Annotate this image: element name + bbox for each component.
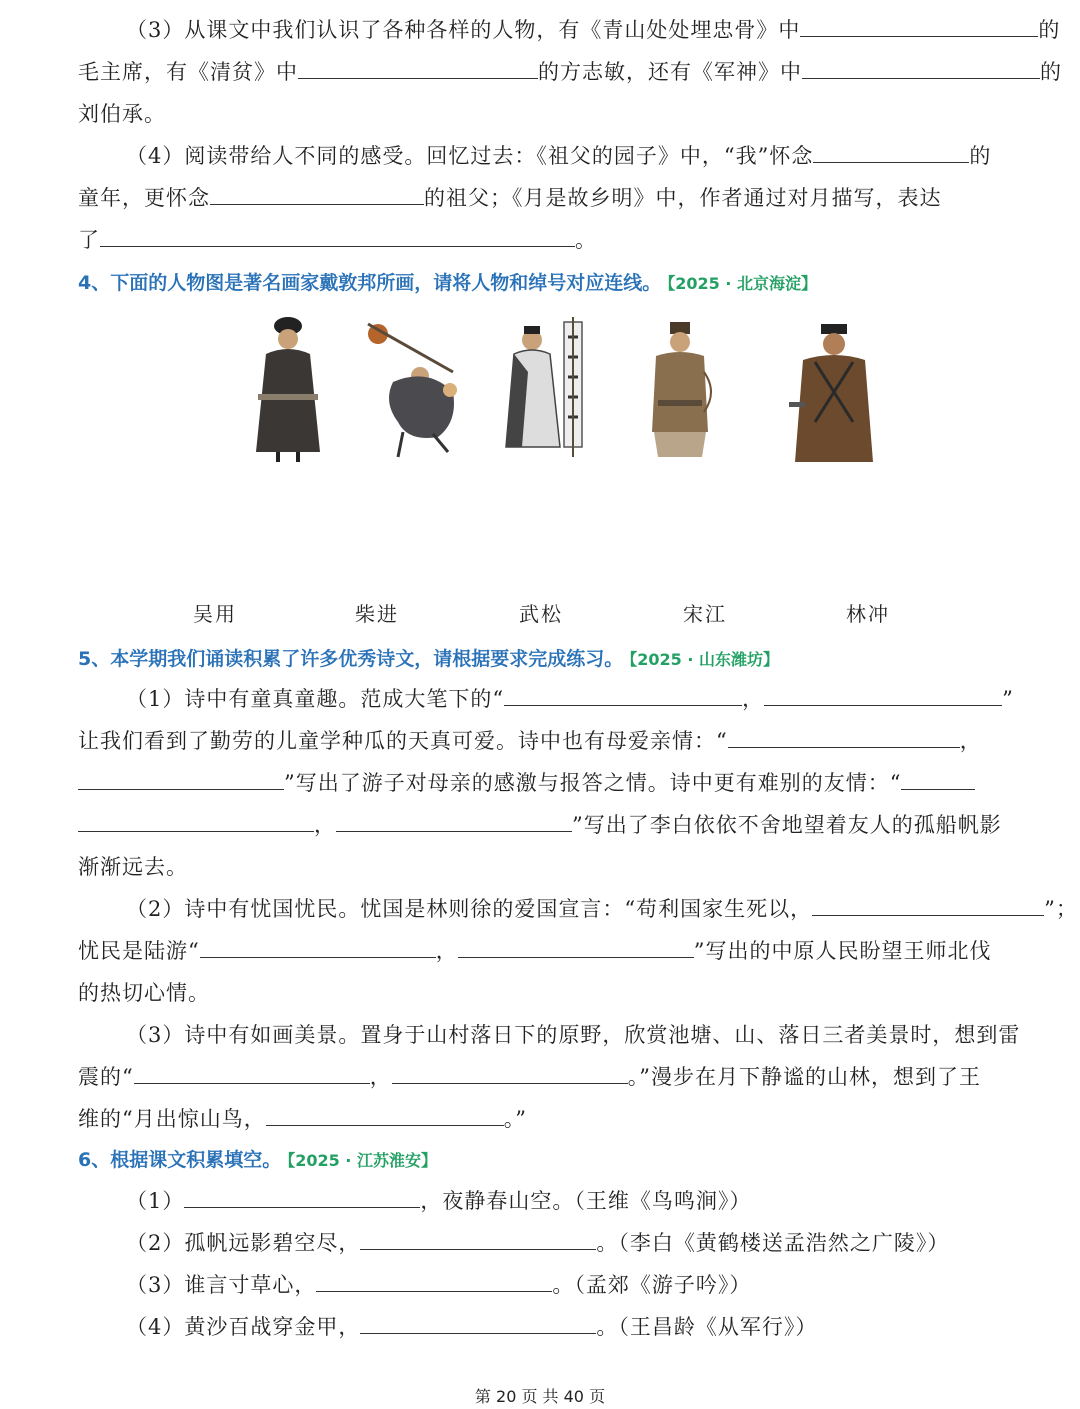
figure-painting-1 [248,312,328,467]
name-label[interactable]: 宋江 [683,602,727,626]
q5-item3-line1 [78,1019,1021,1049]
answer-blank[interactable] [812,899,1044,916]
text: ， [314,813,336,837]
source-tag: 【2025 · 山东潍坊】 [629,650,779,669]
q5-item1-line3 [78,767,1004,797]
q5-item1-line5 [78,851,1004,881]
name-label[interactable]: 吴用 [193,602,237,626]
text: 让我们看到了勤劳的儿童学种瓜的天真可爱。诗中也有母爱亲情：“ [78,729,728,753]
text: （2）诗中有忧国忧民。忧国是林则徐的爱国宣言：“苟利国家生死以， [126,897,813,921]
q6-item-4 [78,1311,1004,1341]
answer-blank[interactable] [298,62,538,79]
answer-blank[interactable] [458,941,694,958]
answer-blank[interactable] [78,773,284,790]
text: 了 [78,228,100,252]
answer-blank[interactable] [392,1067,628,1084]
answer-blank[interactable] [184,1191,420,1208]
answer-blank[interactable] [813,146,969,163]
q3-item4-line2 [78,182,1004,212]
text: ， [959,729,982,753]
answer-blank[interactable] [316,1275,552,1292]
text: （4）黄沙百战穿金甲， [126,1315,361,1339]
text: ， [435,939,458,963]
text: ， [369,1065,392,1089]
source-tag: 【2025 · 北京海淀】 [667,274,817,293]
answer-blank[interactable] [134,1067,370,1084]
answer-blank[interactable] [901,773,975,790]
figure-painting-3 [500,312,600,462]
text: （4）阅读带给人不同的感受。回忆过去：《祖父的园子》中，“我”怀念 [126,144,814,168]
q5-item2-line3 [78,977,1004,1007]
answer-blank[interactable] [336,815,572,832]
q6-item-3 [78,1269,1004,1299]
text: ”写出的中原人民盼望王师北伐 [693,939,992,963]
answer-blank[interactable] [802,62,1040,79]
answer-blank[interactable] [200,941,436,958]
q5-heading [78,644,779,671]
q3-item3-line3 [78,98,1004,128]
text: 的 [1040,60,1062,84]
question-title: 6、根据课文积累填空。 [78,1149,282,1171]
text: 的热切心情。 [78,981,210,1005]
text: （3）从课文中我们认识了各种各样的人物，有《青山处处埋忠骨》中 [126,18,801,42]
text: 刘伯承。 [78,102,166,126]
answer-blank[interactable] [764,689,1002,706]
q5-item1-line1 [78,683,1014,713]
q6-item-2 [78,1227,1004,1257]
name-label[interactable]: 林冲 [846,602,890,626]
answer-blank[interactable] [360,1233,596,1250]
q6-heading [78,1145,437,1172]
q4-heading [78,268,817,295]
q3-item3-line1 [78,14,1061,44]
q5-item1-line4 [78,809,1004,839]
text: 毛主席，有《清贫》中 [78,60,298,84]
q3-item3-line2 [78,56,1062,86]
q6-item-1 [78,1185,1004,1215]
answer-blank[interactable] [728,731,960,748]
text: 童年，更怀念 [78,186,210,210]
text: ”； [1044,897,1078,921]
text: （1） [126,1189,185,1213]
answer-blank[interactable] [266,1109,504,1126]
text: ， [742,687,765,711]
answer-blank[interactable] [100,230,575,247]
text: 的祖父；《月是故乡明》中，作者通过对月描写，表达 [424,186,942,210]
page-number: 第 20 页 共 40 页 [474,1387,606,1406]
text: 忧民是陆游“ [78,939,200,963]
text: （1）诗中有童真童趣。范成大笔下的“ [126,687,505,711]
answer-blank[interactable] [504,689,742,706]
name-label[interactable]: 武松 [519,602,563,626]
text: 。（王昌龄《从军行》） [596,1315,818,1339]
text: 。（李白《黄鹤楼送孟浩然之广陵》） [596,1231,950,1255]
figure-painting-2 [358,312,478,462]
q5-item2-line2 [78,935,1004,965]
q5-item3-line3 [78,1103,1004,1133]
q3-item4-line1 [78,140,1004,170]
text: 渐渐远去。 [78,855,188,879]
name-label[interactable]: 柴进 [355,602,399,626]
q5-item1-line2 [78,725,1004,755]
text: ，夜静春山空。（王维《鸟鸣涧》） [420,1189,752,1213]
q3-item4-line3 [78,224,1004,254]
text: （3）诗中有如画美景。置身于山村落日下的原野，欣赏池塘、山、落日三者美景时，想到雷 [126,1023,1021,1047]
question-title: 5、本学期我们诵读积累了许多优秀诗文，请根据要求完成练习。 [78,648,624,670]
answer-blank[interactable] [800,20,1038,37]
text: （2）孤帆远影碧空尽， [126,1231,361,1255]
text: 震的“ [78,1065,134,1089]
question-title: 4、下面的人物图是著名画家戴敦邦所画，请将人物和绰号对应连线。 [78,272,662,294]
figure-painting-4 [640,312,720,467]
source-tag: 【2025 · 江苏淮安】 [287,1151,437,1170]
text: 。”漫步在月下静谧的山林，想到了王 [627,1065,981,1089]
text: 。” [503,1107,527,1131]
answer-blank[interactable] [360,1317,596,1334]
answer-blank[interactable] [78,815,314,832]
text: ”写出了李白依依不舍地望着友人的孤船帆影 [572,813,1002,837]
figure-painting-5 [785,312,885,472]
answer-blank[interactable] [210,188,424,205]
text: 的 [969,144,992,168]
text: （3）谁言寸草心， [126,1273,317,1297]
q5-item2-line1 [78,893,1078,923]
text: 的方志敏，还有《军神》中 [538,60,802,84]
text: 。 [575,228,597,252]
text: 。（孟郊《游子吟》） [552,1273,752,1297]
text: 的 [1038,18,1061,42]
text: ” [1002,687,1014,711]
text: ”写出了游子对母亲的感激与报答之情。诗中更有难别的友情：“ [284,771,902,795]
q5-item3-line2 [78,1061,1004,1091]
text: 维的“月出惊山鸟， [78,1107,266,1131]
